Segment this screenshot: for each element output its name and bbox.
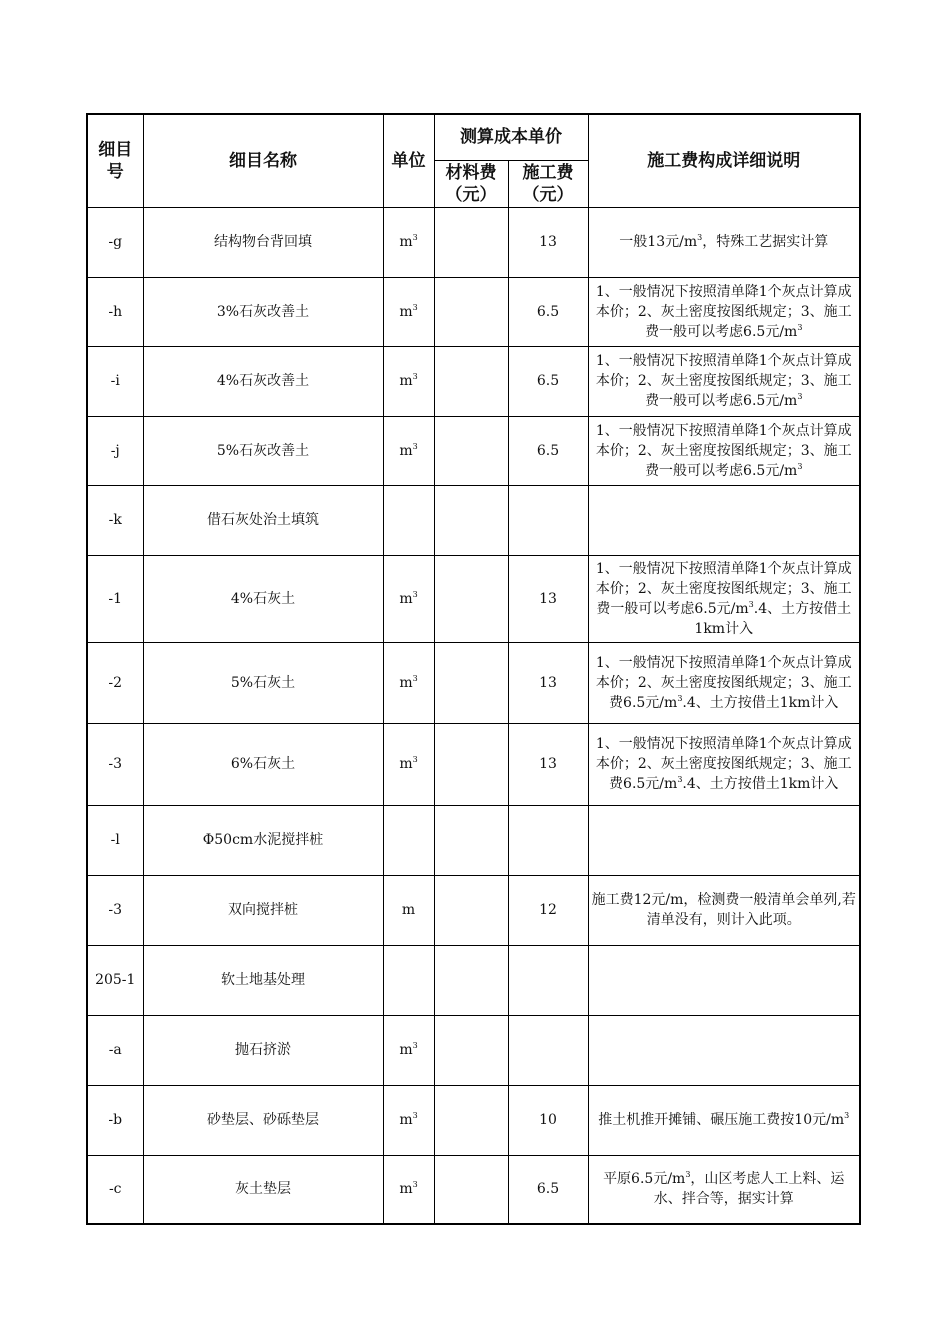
- table-row: [87, 207, 860, 277]
- row-labor: 6.5: [508, 346, 588, 416]
- row-name: 5%石灰改善土: [143, 416, 383, 485]
- row-code: -3: [87, 875, 143, 945]
- table-row: [87, 1085, 860, 1155]
- row-code: -c: [87, 1155, 143, 1224]
- row-labor: 6.5: [508, 277, 588, 346]
- row-desc: 平原6.5元$/m^3$，山区考虑人工上料、运水、拌合等，据实计算: [588, 1155, 860, 1224]
- row-code: -3: [87, 723, 143, 805]
- row-desc: 推土机推开摊铺、碾压施工费按10元$/m^3$: [588, 1085, 860, 1155]
- row-unit: $m^3$: [383, 723, 434, 805]
- row-material: [434, 875, 508, 945]
- row-code: -1: [87, 555, 143, 642]
- row-material: [434, 485, 508, 555]
- row-labor: 13: [508, 642, 588, 723]
- row-name: 砂垫层、砂砾垫层: [143, 1085, 383, 1155]
- row-code: -i: [87, 346, 143, 416]
- row-desc: 一般13元$/m^3$，特殊工艺据实计算: [588, 207, 860, 277]
- row-labor: 13: [508, 555, 588, 642]
- row-unit: m: [383, 875, 434, 945]
- row-code: -l: [87, 805, 143, 875]
- row-desc: 1、一般情况下按照清单降1个灰点计算成本价；2、灰土密度按图纸规定；3、施工费一般可以考虑6.5元$/m^3.4$、土方按借土1km计入: [588, 555, 860, 642]
- row-code: -j: [87, 416, 143, 485]
- header-labor: 施工费（元）: [508, 160, 588, 207]
- table-row: [87, 416, 860, 485]
- header-price-group: 测算成本单价: [434, 114, 588, 160]
- row-labor: [508, 945, 588, 1015]
- row-code: -g: [87, 207, 143, 277]
- row-name: 软土地基处理: [143, 945, 383, 1015]
- row-labor: 10: [508, 1085, 588, 1155]
- row-desc: [588, 805, 860, 875]
- row-unit: $m^3$: [383, 555, 434, 642]
- row-unit: $m^3$: [383, 416, 434, 485]
- table-row: [87, 723, 860, 805]
- row-material: [434, 346, 508, 416]
- table-row: [87, 945, 860, 1015]
- row-name: Φ50cm水泥搅拌桩: [143, 805, 383, 875]
- header-desc: 施工费构成详细说明: [588, 114, 860, 207]
- row-labor: 6.5: [508, 1155, 588, 1224]
- row-unit: $m^3$: [383, 346, 434, 416]
- row-name: 4%石灰土: [143, 555, 383, 642]
- row-name: 灰土垫层: [143, 1155, 383, 1224]
- cost-table: [86, 113, 861, 1225]
- row-desc: 1、一般情况下按照清单降1个灰点计算成本价；2、灰土密度按图纸规定；3、施工费一般可以考虑6.5元$/m^3$: [588, 416, 860, 485]
- row-name: 结构物台背回填: [143, 207, 383, 277]
- row-desc: 1、一般情况下按照清单降1个灰点计算成本价；2、灰土密度按图纸规定；3、施工费6.5元$/m^3.4$、土方按借土1km计入: [588, 723, 860, 805]
- row-desc: 施工费12元/m，检测费一般清单会单列,若清单没有，则计入此项。: [588, 875, 860, 945]
- row-material: [434, 723, 508, 805]
- table-row: [87, 875, 860, 945]
- row-unit: $m^3$: [383, 207, 434, 277]
- row-code: -h: [87, 277, 143, 346]
- row-labor: [508, 1015, 588, 1085]
- row-name: 6%石灰土: [143, 723, 383, 805]
- table-row: [87, 805, 860, 875]
- table-row: [87, 642, 860, 723]
- header-name: 细目名称: [143, 114, 383, 207]
- row-unit: $m^3$: [383, 277, 434, 346]
- row-desc: 1、一般情况下按照清单降1个灰点计算成本价；2、灰土密度按图纸规定；3、施工费一般可以考虑6.5元$/m^3$: [588, 346, 860, 416]
- row-material: [434, 1085, 508, 1155]
- row-unit: $m^3$: [383, 1015, 434, 1085]
- row-material: [434, 1015, 508, 1085]
- row-labor: [508, 805, 588, 875]
- row-desc: 1、一般情况下按照清单降1个灰点计算成本价；2、灰土密度按图纸规定；3、施工费6.5元$/m^3.4$、土方按借土1km计入: [588, 642, 860, 723]
- row-unit: $m^3$: [383, 642, 434, 723]
- row-unit: $m^3$: [383, 1085, 434, 1155]
- row-material: [434, 642, 508, 723]
- table-body: [87, 207, 860, 1224]
- row-material: [434, 207, 508, 277]
- row-labor: 13: [508, 207, 588, 277]
- table-row: [87, 1015, 860, 1085]
- row-name: 3%石灰改善土: [143, 277, 383, 346]
- row-material: [434, 555, 508, 642]
- row-labor: 13: [508, 723, 588, 805]
- header-unit: 单位: [383, 114, 434, 207]
- row-material: [434, 416, 508, 485]
- table-row: [87, 277, 860, 346]
- row-material: [434, 277, 508, 346]
- row-code: -a: [87, 1015, 143, 1085]
- row-name: 抛石挤淤: [143, 1015, 383, 1085]
- table-row: [87, 485, 860, 555]
- row-material: [434, 805, 508, 875]
- row-labor: [508, 485, 588, 555]
- row-code: -k: [87, 485, 143, 555]
- row-code: -2: [87, 642, 143, 723]
- row-unit: [383, 805, 434, 875]
- table-row: [87, 1155, 860, 1224]
- cost-table-sheet: [86, 113, 859, 1225]
- row-material: [434, 1155, 508, 1224]
- table-row: [87, 555, 860, 642]
- row-material: [434, 945, 508, 1015]
- row-code: 205-1: [87, 945, 143, 1015]
- table-row: [87, 346, 860, 416]
- header-code: 细目号: [87, 114, 143, 207]
- row-desc: 1、一般情况下按照清单降1个灰点计算成本价；2、灰土密度按图纸规定；3、施工费一般可以考虑6.5元$/m^3$: [588, 277, 860, 346]
- row-desc: [588, 945, 860, 1015]
- row-unit: [383, 485, 434, 555]
- header-material: 材料费（元）: [434, 160, 508, 207]
- row-labor: 12: [508, 875, 588, 945]
- row-desc: [588, 485, 860, 555]
- row-unit: $m^3$: [383, 1155, 434, 1224]
- row-name: 双向搅拌桩: [143, 875, 383, 945]
- row-name: 4%石灰改善土: [143, 346, 383, 416]
- row-desc: [588, 1015, 860, 1085]
- row-name: 5%石灰土: [143, 642, 383, 723]
- row-code: -b: [87, 1085, 143, 1155]
- row-unit: [383, 945, 434, 1015]
- row-name: 借石灰处治土填筑: [143, 485, 383, 555]
- row-labor: 6.5: [508, 416, 588, 485]
